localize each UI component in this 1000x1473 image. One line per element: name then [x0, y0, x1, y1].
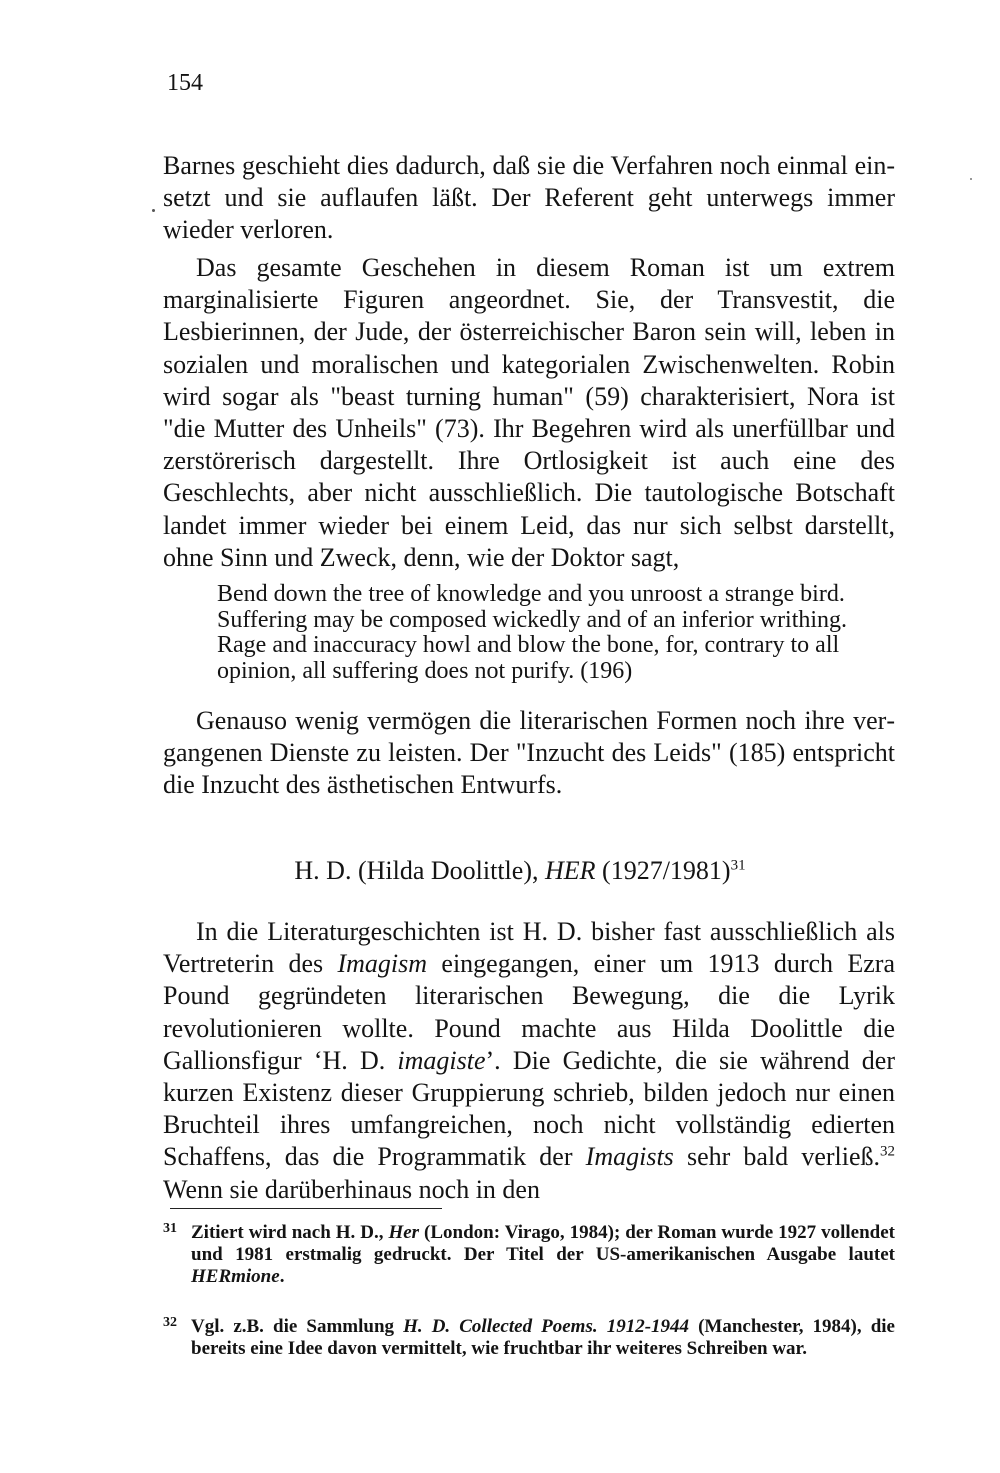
paragraph-3 [163, 705, 895, 802]
fn31-italic-hermione: HERmione [191, 1266, 280, 1287]
paragraph-1 [163, 150, 895, 247]
block-quote: Bend down the tree of knowledge and you unroost a strange bird. Suffering may be composed wickedly and of an inferior writhing. Rage and inaccuracy howl and blow the bone, for, contrary to all opinion, all suffering does not purify. (196) [217, 581, 848, 684]
paragraph-2 [163, 252, 895, 574]
fn32-text-2: (Manchester, 1984), die bereits eine Idee davon vermittelt, wie fruchtbar ihr weiteres Schreiben war. [191, 1316, 895, 1359]
footnote-31-mark: 31 [163, 1221, 177, 1236]
paragraph-1-text: Barnes geschieht dies dadurch, daß sie die Verfahren noch einmal einsetzt und sie auflaufen läßt. Der Referent geht unterwegs immer wieder verloren. [163, 151, 895, 245]
fn31-text-2: (London: Virago, 1984); der Roman wurde 1927 vollendet und 1981 erstmalig gedruckt. Der Titel der US-amerikanischen Ausgabe lautet [191, 1222, 895, 1265]
p4-italic-imagists: Imagists [585, 1142, 674, 1172]
paragraph-4 [163, 916, 895, 1206]
p4-text-2: eingegangen, einer um 1913 durch Ezra Pound gegründeten literarischen Bewegung, die die Lyrik revolutionieren wollte. Pound machte aus Hilda Doolittle die Gallionsfigur ‘H. D. [163, 949, 895, 1075]
fn31-italic-her: Her [388, 1222, 420, 1243]
p4-text-1: In die Literaturgeschichten ist H. D. bisher fast ausschließlich als Vertreterin des [163, 917, 895, 979]
fn32-text-1: Vgl. z.B. die Sammlung [191, 1316, 404, 1337]
fn32-italic-collected-poems: H. D. Collected Poems. 1912-1944 [403, 1316, 690, 1337]
scan-speck [970, 178, 972, 180]
paragraph-4-text [163, 916, 895, 1206]
paragraph-3-text: Genauso wenig vermögen die literarischen Formen noch ihre vergangenen Dienste zu leisten. Der "Inzucht des Leids" (185) entspricht die Inzucht des ästhetischen Entwurfs. [163, 706, 895, 800]
fn31-text-3: . [279, 1266, 285, 1287]
footnote-32-mark: 32 [163, 1315, 177, 1330]
p4-italic-imagiste: imagiste [397, 1045, 486, 1075]
section-heading [0, 856, 1000, 886]
paragraph-2-text: Das gesamte Geschehen in diesem Roman ist um extrem marginalisierte Figuren angeordnet. Sie, der Transvestit, die Lesbierinnen, der Jude, der österreichischer Baron sein will, leben in sozialen und moralischen und kategorialen Zwischenwelten. Robin wird sogar als "beast turning human" (59) charakterisiert, Nora ist "die Mutter des Unheils" (73). Ihr Begehren wird als unerfüllbar und zerstörerisch dargestellt. Ihre Ortlosigkeit ist auch eine des Geschlechts, aber nicht ausschließlich. Die tautologische Botschaft landet immer wieder bei einem Leid, das nur sich selbst darstellt, ohne Sinn und Zweck, denn, wie der Doktor sagt, [163, 253, 895, 572]
heading-title: HER [544, 856, 596, 885]
footnote-32 [163, 1316, 895, 1360]
p4-footnote-ref: 32 [880, 1143, 896, 1160]
p4-text-3: ’. Die Gedichte, die sie während der kurzen Existenz dieser Gruppierung schrieb, bilden jedoch nur einen Bruchteil ihres umfangreichen, noch nicht vollständig edierten Schaffens, das die Programmatik der [163, 1045, 895, 1172]
heading-years: (1927/1981) [595, 856, 731, 885]
footnote-31 [163, 1222, 895, 1288]
heading-footnote-ref: 31 [730, 857, 746, 874]
p4-text-5: Wenn sie darüberhinaus noch in den [163, 1174, 540, 1204]
heading-prefix: H. D. (Hilda Doolittle), [294, 856, 545, 885]
scan-speck [152, 209, 155, 212]
page-number: 154 [167, 70, 203, 96]
p4-italic-imagism: Imagism [337, 949, 428, 979]
footnote-31-text [191, 1222, 895, 1288]
footnote-32-text [191, 1316, 895, 1360]
p4-text-4: sehr bald verließ. [673, 1142, 881, 1172]
footnote-divider [170, 1208, 442, 1209]
fn31-text-1: Zitiert wird nach H. D., [191, 1222, 389, 1243]
